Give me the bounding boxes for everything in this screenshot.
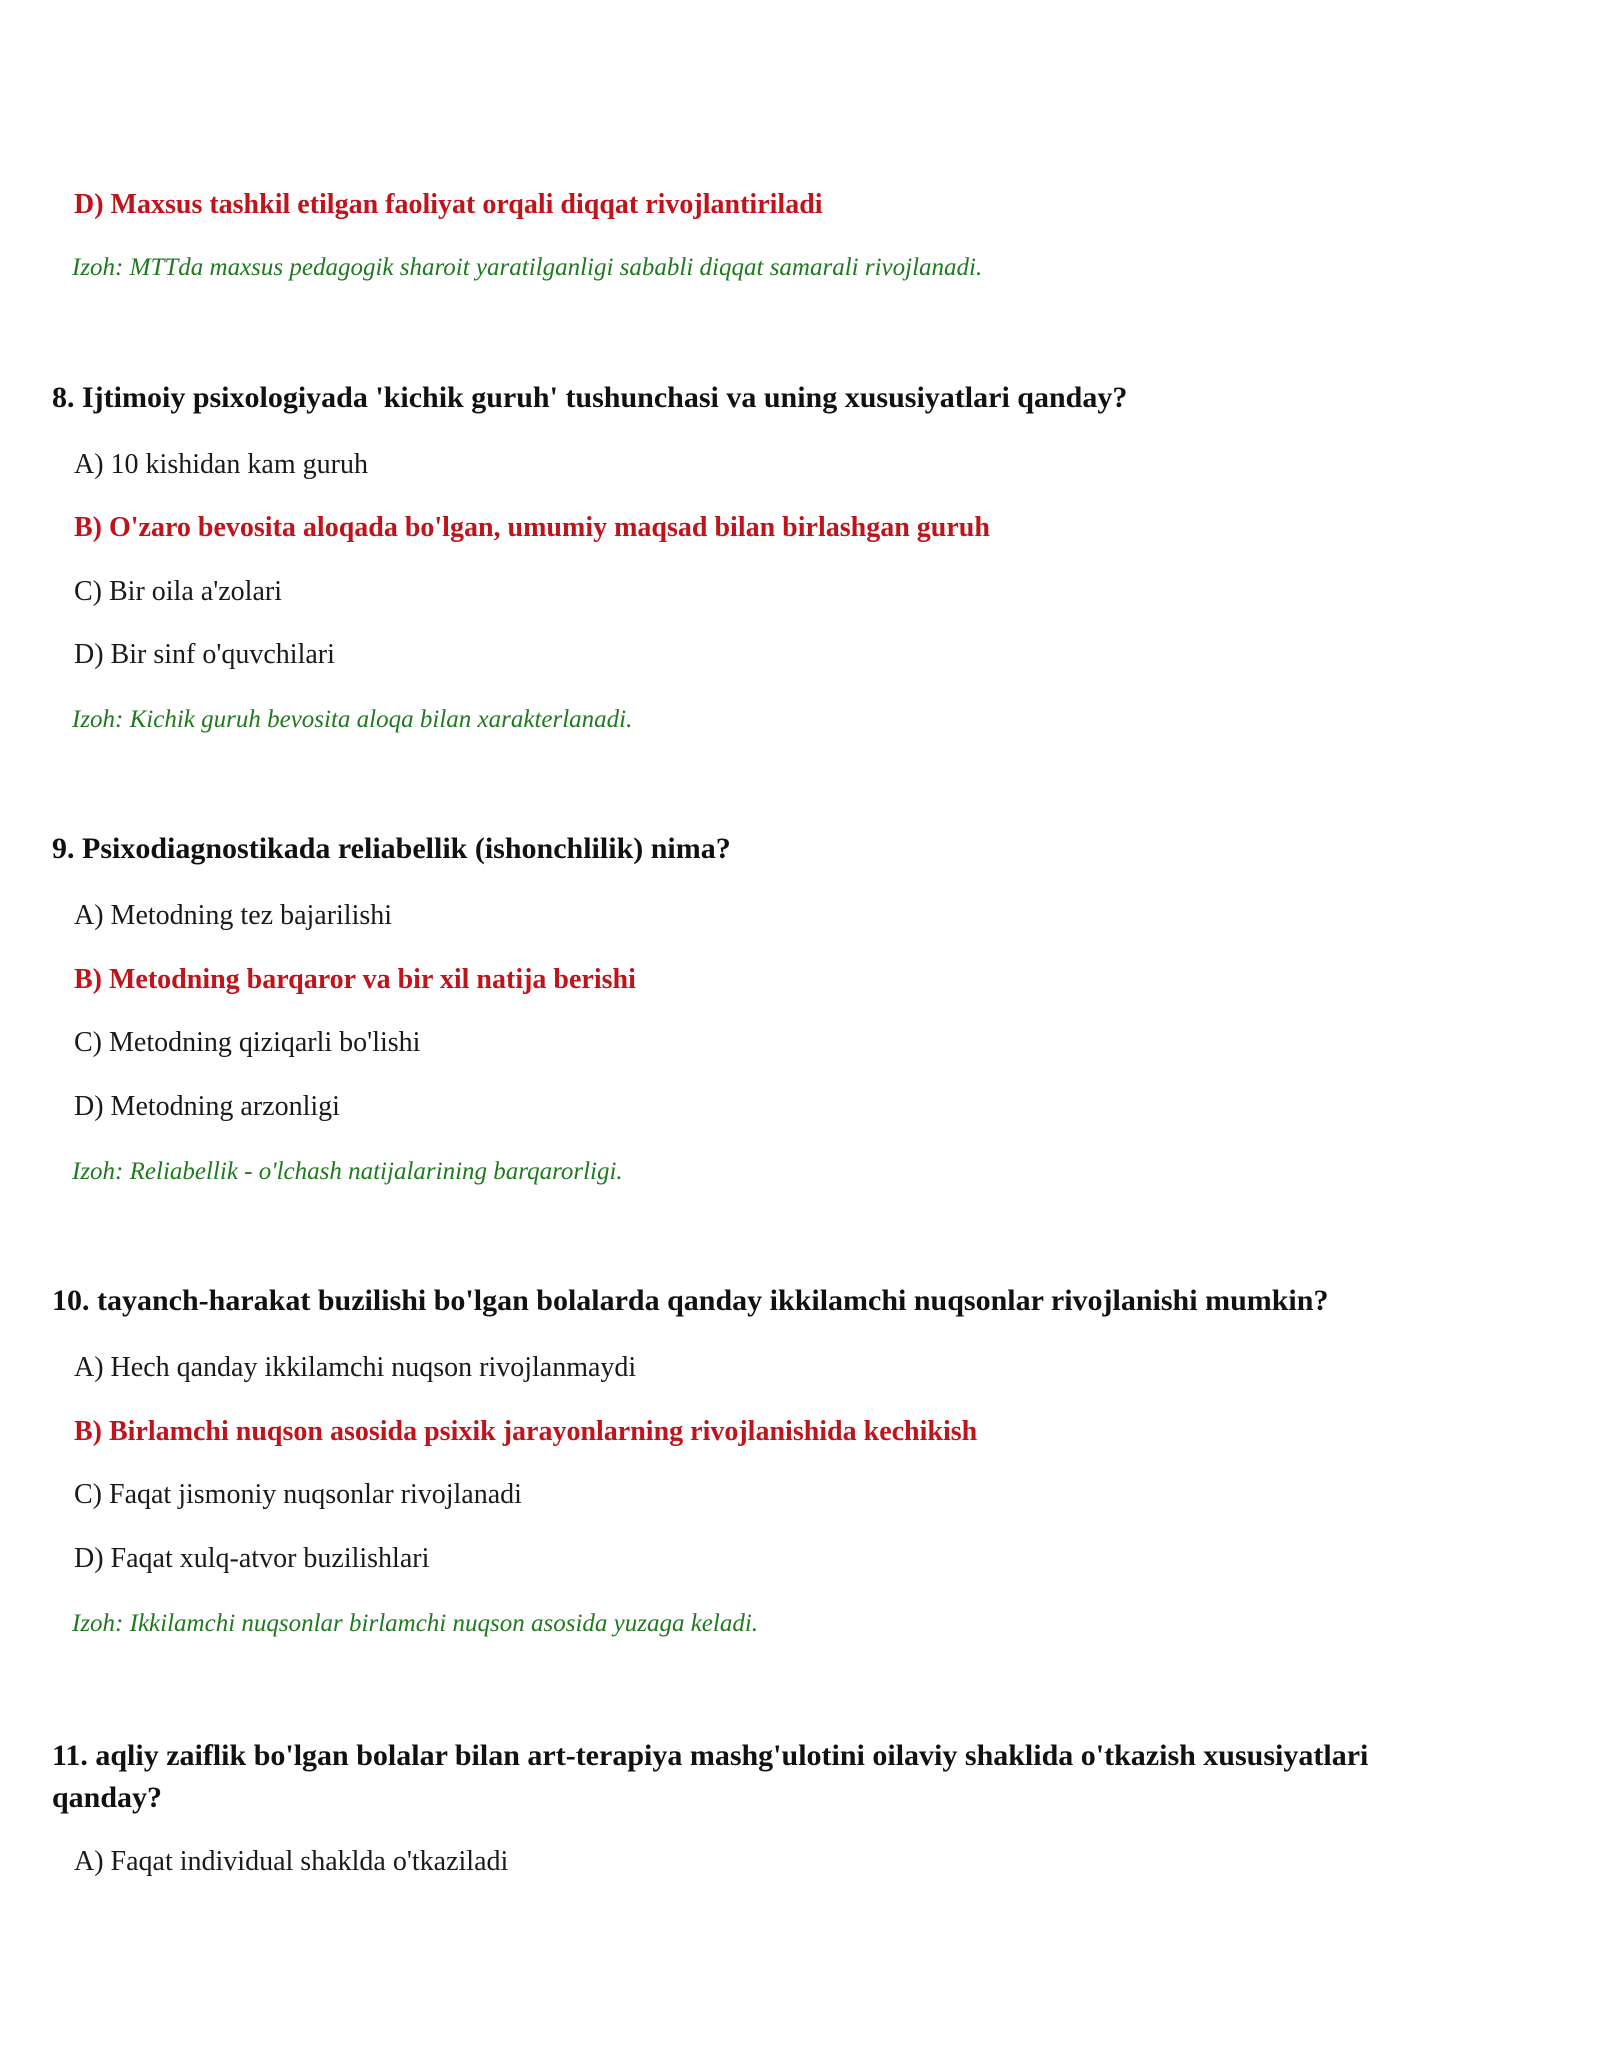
q10-title: 10. tayanch-harakat buzilishi bo'lgan bolalarda qanday ikkilamchi nuqsonlar rivojlanishi mumkin? bbox=[52, 1284, 1329, 1317]
q8-title: 8. Ijtimoiy psixologiyada 'kichik guruh' tushunchasi va uning xususiyatlari qanday? bbox=[52, 381, 1128, 414]
q7-option-d-correct: D) Maxsus tashkil etilgan faoliyat orqali diqqat rivojlantiriladi bbox=[74, 189, 823, 220]
q10-option-d: D) Faqat xulq-atvor buzilishlari bbox=[74, 1543, 430, 1574]
q8-note: Izoh: Kichik guruh bevosita aloqa bilan xarakterlanadi. bbox=[72, 706, 633, 733]
q10-option-c: C) Faqat jismoniy nuqsonlar rivojlanadi bbox=[74, 1479, 522, 1510]
q8-option-b-correct: B) O'zaro bevosita aloqada bo'lgan, umumiy maqsad bilan birlashgan guruh bbox=[74, 512, 990, 543]
q8-option-a: A) 10 kishidan kam guruh bbox=[74, 449, 368, 480]
q10-note: Izoh: Ikkilamchi nuqsonlar birlamchi nuqson asosida yuzaga keladi. bbox=[72, 1610, 759, 1637]
q8-option-d: D) Bir sinf o'quvchilari bbox=[74, 639, 335, 670]
q11-title: 11. aqliy zaiflik bo'lgan bolalar bilan art-terapiya mashg'ulotini oilaviy shaklida o'tkazish xususiyatlari qanday? bbox=[52, 1739, 1369, 1814]
q9-option-a: A) Metodning tez bajarilishi bbox=[74, 900, 393, 931]
q10-option-a: A) Hech qanday ikkilamchi nuqson rivojlanmaydi bbox=[74, 1352, 637, 1383]
q9-title: 9. Psixodiagnostikada reliabellik (ishonchlilik) nima? bbox=[52, 832, 731, 865]
q9-option-b-correct: B) Metodning barqaror va bir xil natija berishi bbox=[74, 964, 636, 995]
q10-option-b-correct: B) Birlamchi nuqson asosida psixik jarayonlarning rivojlanishida kechikish bbox=[74, 1416, 978, 1447]
q9-option-d: D) Metodning arzonligi bbox=[74, 1091, 340, 1122]
q8-option-c: C) Bir oila a'zolari bbox=[74, 576, 282, 607]
q7-note: Izoh: MTTda maxsus pedagogik sharoit yaratilganligi sababli diqqat samarali rivojlanadi. bbox=[72, 254, 983, 281]
q9-option-c: C) Metodning qiziqarli bo'lishi bbox=[74, 1027, 421, 1058]
q9-note: Izoh: Reliabellik - o'lchash natijalarining barqarorligi. bbox=[72, 1158, 623, 1185]
q11-option-a: A) Faqat individual shaklda o'tkaziladi bbox=[74, 1846, 509, 1877]
